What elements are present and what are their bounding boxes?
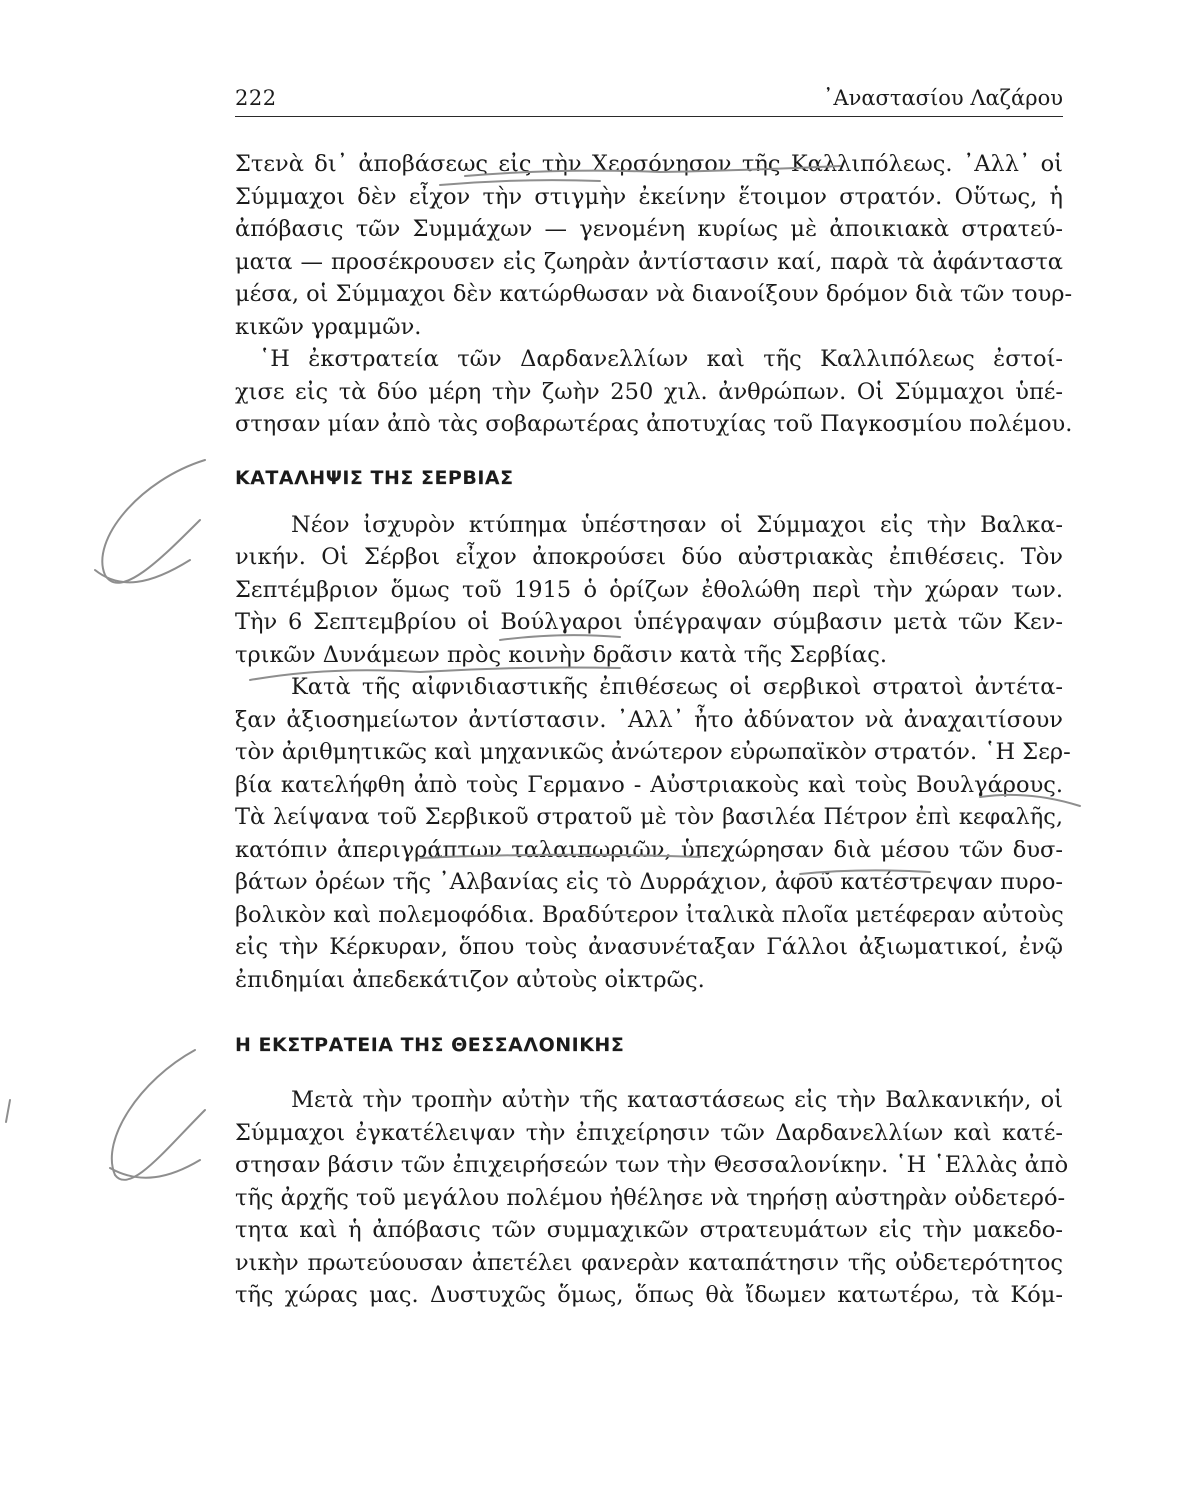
text-line: στησαν μίαν ἀπὸ τὰς σοβαρωτέρας ἀποτυχίας τοῦ Παγκοσμίου πολέμου. (235, 411, 1073, 437)
pencil-oval-mark (110, 1160, 200, 1178)
running-head-author: ᾿Αναστασίου Λαζάρου (822, 86, 1063, 110)
text-line: τῆς χώρας μας. Δυστυχῶς ὅμως, ὅπως θὰ ἴδωμεν κατωτέρω, τὰ Κόμ- (235, 1282, 1063, 1308)
text-line: κικῶν γραμμῶν. (235, 313, 422, 340)
page-body (235, 148, 1073, 1312)
text-line: Τὰ λείψανα τοῦ Σερβικοῦ στρατοῦ μὲ τὸν βασιλέα Πέτρον ἐπὶ κεφαλῆς, (235, 804, 1063, 830)
text-line: ῾Η ἐκστρατεία τῶν Δαρδανελλίων καὶ τῆς Καλλιπόλεως ἐστοί- (259, 346, 1063, 372)
pencil-oval-mark (112, 1050, 205, 1180)
paragraph-dardanelles-cost (235, 343, 1073, 441)
text-line: βία κατελήφθη ἀπὸ τοὺς Γερμανο - Αὐστριακοὺς καὶ τοὺς Βουλγάρους. (235, 771, 1063, 798)
text-line: Σύμμαχοι ἐγκατέλειψαν τὴν ἐπιχείρησιν τῶν Δαρδανελλίων καὶ κατέ- (235, 1119, 1063, 1146)
text-line: νικήν. Οἱ Σέρβοι εἶχον ἀποκρούσει δύο αὐστριακὰς ἐπιθέσεις. Τὸν (235, 544, 1063, 570)
section-heading-thessaloniki: Η ΕΚΣΤΡΑΤΕΙΑ ΤΗΣ ΘΕΣΣΑΛΟΝΙΚΗΣ (235, 1034, 625, 1056)
text-line: Σύμμαχοι δὲν εἶχον τὴν στιγμὴν ἐκείνην ἕτοιμον στρατόν. Οὕτως, ἡ (235, 183, 1063, 210)
text-line: Μετὰ τὴν τροπὴν αὐτὴν τῆς καταστάσεως εἰς τὴν Βαλκανικήν, οἱ (291, 1087, 1063, 1113)
text-line: τρικῶν Δυνάμεων πρὸς κοινὴν δρᾶσιν κατὰ τῆς Σερβίας. (235, 641, 888, 668)
paragraph-thessaloniki (235, 1084, 1069, 1312)
text-line: Σεπτέμβριον ὅμως τοῦ 1915 ὁ ὁρίζων ἐθολώθη περὶ τὴν χώραν των. (235, 576, 1063, 603)
paragraph-serbia-2 (235, 671, 1071, 996)
text-line: τὸν ἀριθμητικῶς καὶ μηχανικῶς ἀνώτερον εὐρωπαϊκὸν στρατόν. ῾Η Σερ- (235, 739, 1071, 765)
text-line: τῆς ἀρχῆς τοῦ μεγάλου πολέμου ἠθέλησε νὰ τηρήσῃ αὐστηρὰν οὐδετερό- (235, 1184, 1066, 1211)
text-line: κατόπιν ἀπεριγράπτων ταλαιπωριῶν, ὑπεχώρησαν διὰ μέσου τῶν δυσ- (235, 836, 1063, 863)
text-line: Νέον ἰσχυρὸν κτύπημα ὑπέστησαν οἱ Σύμμαχοι εἰς τὴν Βαλκα- (291, 511, 1063, 538)
text-line: βάτων ὀρέων τῆς ᾿Αλβανίας εἰς τὸ Δυρράχιον, ἀφοῦ κατέστρεψαν πυρο- (235, 869, 1063, 895)
text-line: εἰς τὴν Κέρκυραν, ὅπου τοὺς ἀνασυνέταξαν Γάλλοι ἀξιωματικοί, ἐνῷ (235, 934, 1063, 960)
text-line: τητα καὶ ἡ ἀπόβασις τῶν συμμαχικῶν στρατευμάτων εἰς τὴν μακεδο- (235, 1217, 1063, 1243)
text-line: Κατὰ τῆς αἰφνιδιαστικῆς ἐπιθέσεως οἱ σερβικοὶ στρατοὶ ἀντέτα- (291, 674, 1063, 700)
text-line: βολικὸν καὶ πολεμοφόδια. Βραδύτερον ἰταλικὰ πλοῖα μετέφεραν αὐτοὺς (235, 901, 1064, 928)
text-line: ματα — προσέκρουσεν εἰς ζωηρὰν ἀντίστασιν καί, παρὰ τὰ ἀφάνταστα (235, 248, 1063, 275)
pencil-oval-mark (102, 460, 205, 583)
paragraph-gallipoli (235, 148, 1073, 343)
section-heading-serbia: ΚΑΤΑΛΗΨΙΣ ΤΗΣ ΣΕΡΒΙΑΣ (235, 466, 514, 489)
text-line: χισε εἰς τὰ δύο μέρη τὴν ζωὴν 250 χιλ. ἀνθρώπων. Οἱ Σύμμαχοι ὑπέ- (235, 378, 1063, 405)
text-line: ξαν ἀξιοσημείωτον ἀντίστασιν. ᾿Αλλ᾿ ἦτο ἀδύνατον νὰ ἀναχαιτίσουν (235, 706, 1063, 733)
text-line: νικὴν πρωτεύουσαν ἀπετέλει φανερὰν καταπάτησιν τῆς οὐδετερότητος (235, 1249, 1063, 1276)
paragraph-serbia-1 (235, 509, 1063, 672)
text-line: Τὴν 6 Σεπτεμβρίου οἱ Βούλγαροι ὑπέγραψαν σύμβασιν μετὰ τῶν Κεν- (235, 609, 1063, 635)
pencil-oval-mark (95, 560, 190, 582)
text-line: ἀπόβασις τῶν Συμμάχων — γενομένη κυρίως μὲ ἀποικιακὰ στρατεύ- (235, 216, 1063, 242)
text-line: Στενὰ δι᾿ ἀποβάσεως εἰς τὴν Χερσόνησον τῆς Καλλιπόλεως. ᾿Αλλ᾿ οἱ (235, 151, 1063, 177)
text-line: ἐπιδημίαι ἀπεδεκάτιζον αὐτοὺς οἰκτρῶς. (235, 966, 705, 993)
page-number: 222 (235, 86, 277, 110)
page-header (235, 82, 1063, 117)
text-line: μέσα, οἱ Σύμμαχοι δὲν κατώρθωσαν νὰ διανοίξουν δρόμον διὰ τῶν τουρ- (235, 281, 1073, 307)
text-line: στησαν βάσιν τῶν ἐπιχειρήσεών των τὴν Θεσσαλονίκην. ῾Η ῾Ελλὰς ἀπὸ (235, 1152, 1069, 1178)
pencil-tick-mark (6, 1100, 10, 1122)
